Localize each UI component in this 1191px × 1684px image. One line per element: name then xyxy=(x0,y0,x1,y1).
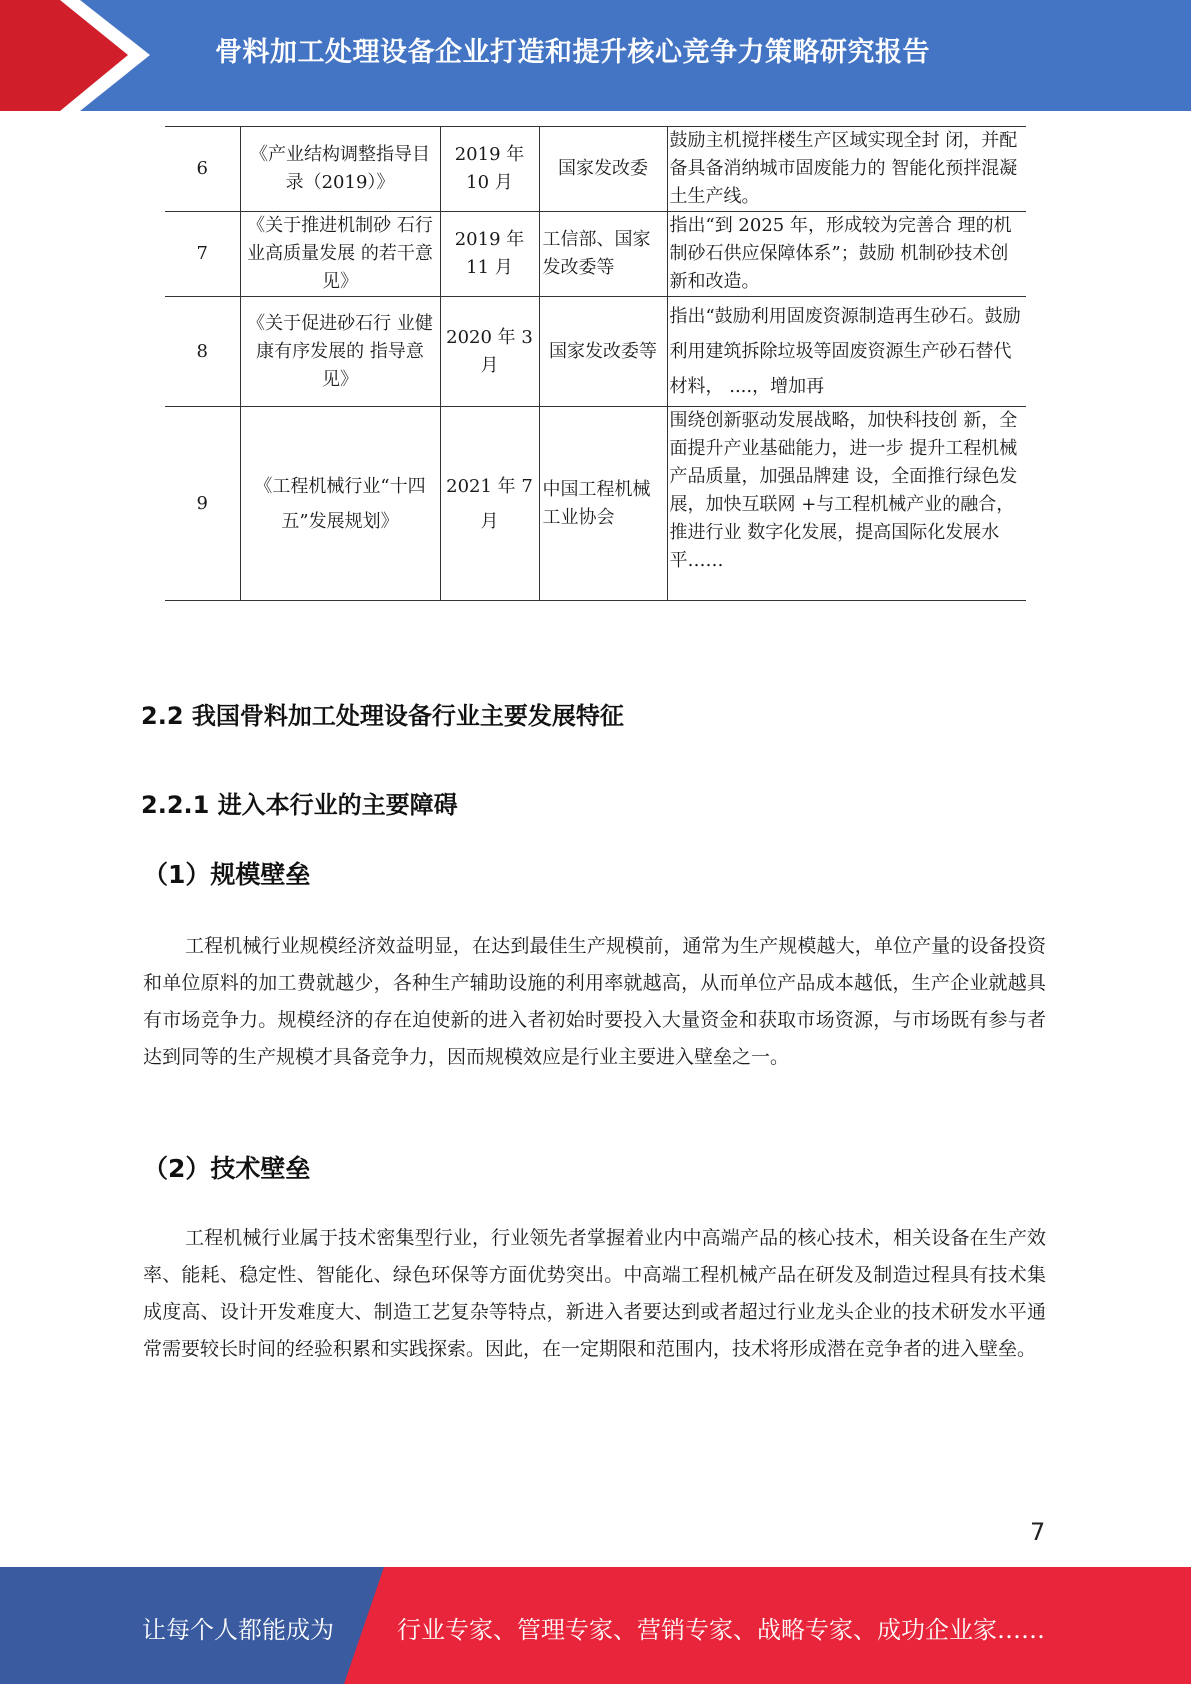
policy-name: 《关于促进砂石行 业健康有序发展的 指导意见》 xyxy=(240,297,440,407)
subsection-heading: 2.2.1 进入本行业的主要障碍 xyxy=(141,791,458,819)
section-heading: 2.2 我国骨料加工处理设备行业主要发展特征 xyxy=(141,702,624,730)
policy-name: 《关于推进机制砂 石行业高质量发展 的若干意见》 xyxy=(240,212,440,297)
table-row xyxy=(165,407,1026,601)
row-number: 7 xyxy=(165,212,240,297)
issuing-org: 中国工程机械工业协会 xyxy=(539,407,667,601)
header-banner xyxy=(0,0,1191,111)
table-row xyxy=(165,297,1026,407)
scale-barrier-paragraph: 工程机械行业规模经济效益明显，在达到最佳生产规模前，通常为生产规模越大，单位产量的设备投资和单位原料的加工费就越少，各种生产辅助设施的利用率就越高，从而单位产品成本越低，生产企业就越具有市场竞争力。规模经济的存在迫使新的进入者初始时要投入大量资金和获取市场资源，与市场既有参与者达到同等的生产规模才具备竞争力，因而规模效应是行业主要进入壁垒之一。 xyxy=(143,935,1046,1068)
issue-date: 2019 年 11 月 xyxy=(440,212,539,297)
table-row xyxy=(165,127,1026,212)
issuing-org: 国家发改委等 xyxy=(539,297,667,407)
policy-name: 《工程机械行业“十四五”发展规划》 xyxy=(240,407,440,601)
policy-content: 围绕创新驱动发展战略，加快科技创 新，全面提升产业基础能力，进一步 提升工程机械产品质量，加强品牌建 设，全面推行绿色发展，加快互联网 +与工程机械产业的融合，推进行业 数字化发展，提高国际化发展水 平…… xyxy=(667,407,1026,601)
issue-date: 2020 年 3 月 xyxy=(440,297,539,407)
tech-barrier-paragraph: 工程机械行业属于技术密集型行业，行业领先者掌握着业内中高端产品的核心技术，相关设备在生产效率、能耗、稳定性、智能化、绿色环保等方面优势突出。中高端工程机械产品在研发及制造过程具有技术集成度高、设计开发难度大、制造工艺复杂等特点，新进入者要达到或者超过行业龙头企业的技术研发水平通常需要较长时间的经验积累和实践探索。因此，在一定期限和范围内，技术将形成潜在竞争者的进入壁垒。 xyxy=(143,1227,1046,1360)
issue-date: 2021 年 7 月 xyxy=(440,407,539,601)
row-number: 8 xyxy=(165,297,240,407)
policy-content: 指出“到 2025 年，形成较为完善合 理的机制砂石供应保障体系”；鼓励 机制砂技术创新和改造。 xyxy=(667,212,1026,297)
tech-barrier-heading: （2）技术壁垒 xyxy=(143,1154,311,1183)
policy-name: 《产业结构调整指导目录（2019）》 xyxy=(240,127,440,212)
row-number: 9 xyxy=(165,407,240,601)
footer-slogan-right: 行业专家、管理专家、营销专家、战略专家、成功企业家…… xyxy=(397,1616,1045,1644)
policy-content: 鼓励主机搅拌楼生产区域实现全封 闭，并配备具备消纳城市固废能力的 智能化预拌混凝土生产线。 xyxy=(667,127,1026,212)
page-number: 7 xyxy=(1030,1518,1046,1546)
policy-table xyxy=(165,126,1026,601)
table-row xyxy=(165,212,1026,297)
row-number: 6 xyxy=(165,127,240,212)
policy-content: 指出“鼓励利用固废资源制造再生砂石。鼓励利用建筑拆除垃圾等固废资源生产砂石替代材料， ....，增加再 xyxy=(667,297,1026,407)
footer-banner xyxy=(0,1567,1191,1684)
footer-slogan-left: 让每个人都能成为 xyxy=(142,1616,334,1644)
issuing-org: 工信部、国家发改委等 xyxy=(539,212,667,297)
issuing-org: 国家发改委 xyxy=(539,127,667,212)
issue-date: 2019 年 10 月 xyxy=(440,127,539,212)
scale-barrier-heading: （1）规模壁垒 xyxy=(143,860,311,889)
report-title: 骨料加工处理设备企业打造和提升核心竞争力策略研究报告 xyxy=(215,37,930,68)
